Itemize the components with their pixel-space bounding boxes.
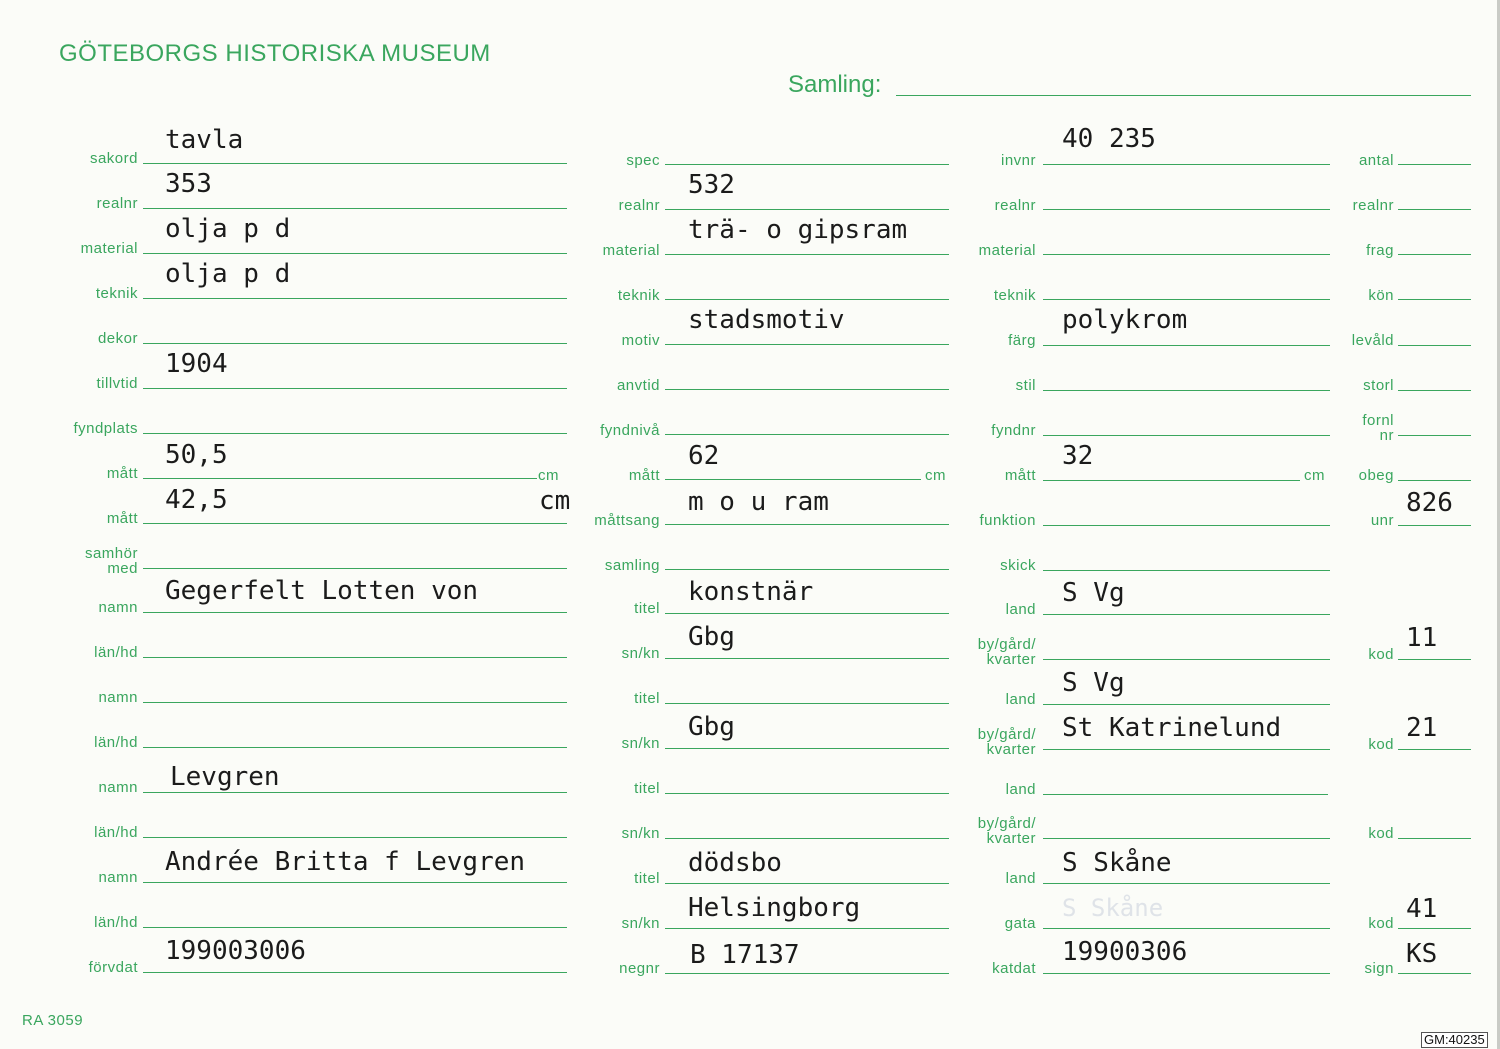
form-number: RA 3059 [22,1012,84,1029]
field-teknik-2[interactable] [665,299,949,300]
value-negnr: B 17137 [690,940,800,970]
label-kod-3: kod [1368,825,1394,842]
value-sakord: tavla [165,125,244,155]
field-lanhd-4[interactable] [143,927,567,928]
label-kod-4: kod [1368,915,1394,932]
label-matt-2: mått [106,510,138,527]
label-namn-3: namn [98,779,138,796]
label-gata: gata [1004,915,1036,932]
label-land-2: land [1005,691,1036,708]
value-bygard-2: St Katrinelund [1062,713,1282,743]
value-mattsang: m o u ram [688,487,829,517]
label-bygard-2 [940,727,1036,757]
field-snkn-3[interactable] [665,838,949,839]
label-realnr-3: realnr [994,197,1036,214]
field-teknik-1[interactable] [143,298,567,299]
field-invnr[interactable] [1043,164,1330,165]
label-snkn-3: sn/kn [621,825,660,842]
field-samling[interactable] [665,569,949,570]
field-farg[interactable] [1043,345,1330,346]
label-bygard-1 [940,637,1036,667]
value-titel-4: dödsbo [688,848,782,878]
label-matt-1: mått [106,465,138,482]
field-namn-4[interactable] [143,882,567,883]
field-dekor[interactable] [143,343,567,344]
label-invnr: invnr [1000,152,1036,169]
field-skick[interactable] [1043,570,1330,571]
label-antal: antal [1358,152,1394,169]
field-realnr-4[interactable] [1398,209,1471,210]
field-fornl-nr[interactable] [1398,435,1471,436]
label-snkn-1: sn/kn [621,645,660,662]
label-namn-1: namn [98,599,138,616]
field-matt-3[interactable] [665,479,921,480]
value-snkn-1: Gbg [688,622,735,652]
samling-field[interactable] [896,95,1471,96]
label-material-2: material [602,242,660,259]
field-kod-4[interactable] [1398,928,1471,929]
label-samhor-line1: samhör [84,545,138,562]
field-titel-3[interactable] [665,793,949,794]
label-bygard-3 [940,816,1036,846]
value-snkn-2: Gbg [688,712,735,742]
label-fornl-line2: nr [1379,427,1394,444]
label-fyndplats: fyndplats [73,420,138,437]
unit-cm-3: cm [1304,467,1325,484]
label-realnr-2: realnr [618,197,660,214]
field-bygard-3[interactable] [1043,838,1330,839]
field-kod-1[interactable] [1398,659,1471,660]
field-fyndniva[interactable] [665,434,949,435]
label-realnr-4: realnr [1352,197,1394,214]
field-gata[interactable] [1043,928,1330,929]
label-realnr-1: realnr [96,195,138,212]
field-kod-2[interactable] [1398,749,1471,750]
label-obeg: obeg [1358,467,1394,484]
field-land-2[interactable] [1043,704,1330,705]
label-sakord: sakord [89,150,138,167]
field-funktion[interactable] [1043,525,1330,526]
label-titel-3: titel [634,780,660,797]
value-sign: KS [1406,939,1438,969]
value-namn-3: Levgren [170,762,280,792]
field-bygard-2[interactable] [1043,749,1330,750]
field-lanhd-3[interactable] [143,837,567,838]
label-land-4: land [1005,870,1036,887]
field-titel-1[interactable] [665,613,949,614]
samling-label: Samling: [788,71,882,98]
field-realnr-3[interactable] [1043,209,1330,210]
value-teknik-1: olja p d [165,259,291,289]
label-anvtid: anvtid [616,377,660,394]
label-storl: storl [1363,377,1394,394]
field-lanhd-1[interactable] [143,657,567,658]
field-frag[interactable] [1398,254,1471,255]
value-namn-4: Andrée Britta f Levgren [165,847,526,877]
label-frag: frag [1366,242,1394,259]
value-material-2: trä- o gipsram [688,215,908,245]
field-material-2[interactable] [665,254,949,255]
label-namn-4: namn [98,869,138,886]
field-sakord[interactable] [143,163,567,164]
field-material-1[interactable] [143,253,567,254]
value-farg: polykrom [1062,305,1188,335]
field-tillvtid[interactable] [143,388,567,389]
value-gata-ghost: S Skåne [1062,894,1164,922]
value-invnr: 40 235 [1062,124,1156,154]
label-bygard-1-line1: by/gård/ [977,636,1036,653]
field-samhor-med[interactable] [143,568,567,569]
label-land-3: land [1005,781,1036,798]
value-matt-3: 62 [688,441,720,471]
label-samling: samling [604,557,660,574]
value-tillvtid: 1904 [165,349,228,379]
field-motiv[interactable] [665,344,949,345]
field-obeg[interactable] [1398,480,1471,481]
field-storl[interactable] [1398,390,1471,391]
field-fyndplats[interactable] [143,433,567,434]
field-kod-3[interactable] [1398,838,1471,839]
field-lanhd-2[interactable] [143,747,567,748]
value-matt-4: 32 [1062,441,1094,471]
label-dekor: dekor [97,330,138,347]
label-namn-2: namn [98,689,138,706]
field-matt-1[interactable] [143,478,537,479]
field-land-4[interactable] [1043,883,1330,884]
field-titel-4[interactable] [665,883,949,884]
value-namn-1: Gegerfelt Lotten von [165,576,479,606]
label-teknik-2: teknik [617,287,660,304]
field-fyndnr[interactable] [1043,435,1330,436]
value-motiv: stadsmotiv [688,305,845,335]
label-matt-3: mått [628,467,660,484]
field-negnr[interactable] [665,973,949,974]
field-katdat[interactable] [1043,973,1330,974]
field-material-3[interactable] [1043,254,1330,255]
value-kod-4: 41 [1406,894,1438,924]
archive-stamp: GM:40235 [1421,1032,1488,1048]
field-teknik-3[interactable] [1043,299,1330,300]
label-teknik-1: teknik [95,285,138,302]
value-matt-2-unit: cm [539,486,571,516]
label-motiv: motiv [621,332,660,349]
label-farg: färg [1008,332,1036,349]
label-lanhd-3: län/hd [94,824,138,841]
field-snkn-1[interactable] [665,658,949,659]
label-fornl-line1: fornl [1362,412,1394,429]
value-titel-1: konstnär [688,577,814,607]
field-stil[interactable] [1043,390,1330,391]
value-realnr-2: 532 [688,170,735,200]
label-material-3: material [978,242,1036,259]
label-samhor [40,546,138,576]
label-stil: stil [1015,377,1036,394]
value-snkn-4: Helsingborg [688,893,861,923]
value-material-1: olja p d [165,214,291,244]
field-sign[interactable] [1398,973,1471,974]
label-levald: levåld [1351,332,1394,349]
label-lanhd-1: län/hd [94,644,138,661]
label-unr: unr [1370,512,1394,529]
label-katdat: katdat [992,960,1036,977]
label-bygard-3-line2: kvarter [986,830,1036,847]
value-kod-2: 21 [1406,713,1438,743]
field-bygard-1[interactable] [1043,659,1330,660]
field-realnr-2[interactable] [665,209,949,210]
field-namn-3[interactable] [143,792,567,793]
label-tillvtid: tillvtid [96,375,138,392]
field-land-1[interactable] [1043,614,1330,615]
value-matt-2: 42,5 [165,485,228,515]
value-matt-1: 50,5 [165,440,228,470]
value-land-2: S Vg [1062,668,1125,698]
value-kod-1: 11 [1406,623,1438,653]
label-negnr: negnr [619,960,660,977]
value-land-1: S Vg [1062,578,1125,608]
label-bygard-1-line2: kvarter [986,651,1036,668]
museum-title: GÖTEBORGS HISTORISKA MUSEUM [59,40,491,67]
label-fyndniva: fyndnivå [600,422,660,439]
label-teknik-3: teknik [993,287,1036,304]
field-namn-1[interactable] [143,612,567,613]
label-bygard-2-line2: kvarter [986,741,1036,758]
field-anvtid[interactable] [665,389,949,390]
label-skick: skick [1000,557,1036,574]
label-lanhd-2: län/hd [94,734,138,751]
field-mattsang[interactable] [665,524,949,525]
field-forvdat[interactable] [143,972,567,973]
field-snkn-4[interactable] [665,928,949,929]
field-namn-2[interactable] [143,702,567,703]
field-snkn-2[interactable] [665,748,949,749]
label-snkn-4: sn/kn [621,915,660,932]
label-sign: sign [1364,960,1394,977]
field-realnr-1[interactable] [143,208,567,209]
label-titel-2: titel [634,690,660,707]
unit-cm-1: cm [538,467,559,484]
value-katdat: 19900306 [1062,937,1188,967]
unit-cm-2: cm [925,467,946,484]
value-land-4: S Skåne [1062,848,1172,878]
label-matt-4: mått [1004,467,1036,484]
field-titel-2[interactable] [665,703,949,704]
field-matt-4[interactable] [1043,480,1300,481]
label-funktion: funktion [979,512,1036,529]
label-fornl [1330,413,1394,443]
label-lanhd-4: län/hd [94,914,138,931]
label-mattsang: måttsang [594,512,660,529]
label-spec: spec [626,152,660,169]
label-bygard-2-line1: by/gård/ [977,726,1036,743]
label-titel-1: titel [634,600,660,617]
value-unr: 826 [1406,488,1453,518]
field-antal[interactable] [1398,164,1471,165]
field-levald[interactable] [1398,345,1471,346]
field-spec[interactable] [665,164,949,165]
label-forvdat: förvdat [88,959,138,976]
label-samhor-line2: med [107,560,138,577]
field-matt-2[interactable] [143,523,567,524]
field-land-3[interactable] [1043,794,1328,795]
field-unr[interactable] [1398,525,1471,526]
value-realnr-1: 353 [165,169,212,199]
label-fyndnr: fyndnr [991,422,1036,439]
label-kod-2: kod [1368,736,1394,753]
label-titel-4: titel [634,870,660,887]
label-land-1: land [1005,601,1036,618]
label-material-1: material [80,240,138,257]
value-forvdat: 199003006 [165,936,306,966]
label-bygard-3-line1: by/gård/ [977,815,1036,832]
label-snkn-2: sn/kn [621,735,660,752]
field-kon[interactable] [1398,299,1471,300]
label-kod-1: kod [1368,646,1394,663]
label-kon: kön [1368,287,1394,304]
